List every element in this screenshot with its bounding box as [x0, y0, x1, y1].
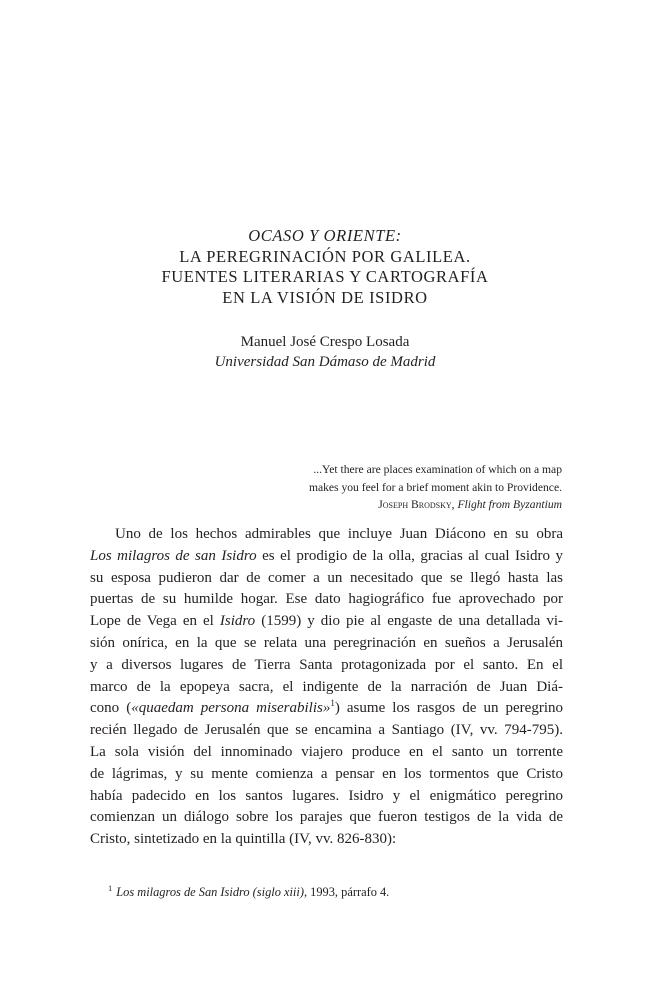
footnote-reference[interactable]: 1 [330, 698, 335, 709]
epigraph-work: Flight from Byzantium [457, 498, 562, 511]
body-line: Cristo, sintetizado en la quintilla (IV, vv. 826-830): [90, 831, 397, 848]
author-name: Manuel José Crespo Losada [240, 334, 410, 350]
title-line-4: EN LA VISIÓN DE ISIDRO [222, 287, 428, 307]
body-line-text: (1599) y dio pie al engaste de una detallada vi- [255, 613, 563, 630]
body-line: y a diversos lugares de Tierra Santa protagonizada por el santo. En el [90, 656, 563, 673]
body-line [90, 546, 563, 568]
body-line: Uno de los hechos admirables que incluye Juan Diácono en su obra [115, 526, 563, 542]
epigraph-line-2: makes you feel for a brief moment akin to Providence. [308, 480, 562, 494]
author-block [0, 332, 650, 372]
latin-quote: «quaedam persona miserabilis» [131, 700, 331, 717]
work-title: Los milagros de san Isidro [90, 547, 257, 564]
title-line-3: FUENTES LITERARIAS Y CARTOGRAFÍA [161, 267, 489, 286]
footnote-number: 1 [108, 882, 113, 893]
author-affiliation: Universidad San Dámaso de Madrid [214, 354, 436, 370]
body-line: comienzan un diálogo sobre los parajes que fueron testigos de la vida de [90, 809, 563, 826]
body-line-text: cono ( [90, 700, 132, 717]
body-line: recién llegado de Jerusalén que se encamina a Santiago (IV, vv. 794-795). [90, 722, 563, 739]
body-line: sión onírica, en la que se relata una peregrinación en sueños a Jerusalén [90, 634, 563, 651]
work-title: Isidro [219, 613, 256, 630]
body-line [90, 611, 563, 633]
body-line: marco de la epopeya sacra, el indigente de la narración de Juan Diá- [90, 678, 563, 695]
body-line: había padecido en los santos lugares. Isidro y el enigmático peregrino [90, 787, 563, 804]
epigraph-line-1: ...Yet there are places examination of which on a map [313, 463, 562, 476]
body-line: La sola visión del innominado viajero produce en el santo un torrente [90, 743, 563, 760]
epigraph [222, 461, 562, 514]
footnote-text: , 1993, párrafo 4. [303, 885, 390, 899]
body-line: su esposa pudieron dar de comer a un necesitado que se llegó hasta las [90, 569, 563, 586]
footnote-source-title: Los milagros de San Isidro (siglo xiii) [116, 885, 304, 899]
body-line-text: es el prodigio de la olla, gracias al cual Isidro y [256, 547, 563, 564]
epigraph-attribution: Joseph Brodsky, Flight from Byzantium [378, 498, 562, 511]
footnote [108, 884, 568, 900]
epigraph-author: Joseph Brodsky [378, 498, 452, 511]
body-line [90, 698, 563, 720]
article-title [0, 226, 650, 308]
body-line-text: ) asume los rasgos de un peregrino [334, 700, 563, 717]
title-line-2: LA PEREGRINACIÓN POR GALILEA. [179, 246, 471, 266]
body-line: de lágrimas, y su mente comienza a pensar en los tormentos que Cristo [90, 765, 563, 782]
body-line: puertas de su humilde hogar. Ese dato hagiográfico fue aprovechado por [90, 591, 563, 608]
body-line-text: Lope de Vega en el [90, 613, 220, 630]
title-line-1: OCASO Y ORIENTE: [248, 226, 402, 245]
body-paragraph [90, 524, 563, 851]
